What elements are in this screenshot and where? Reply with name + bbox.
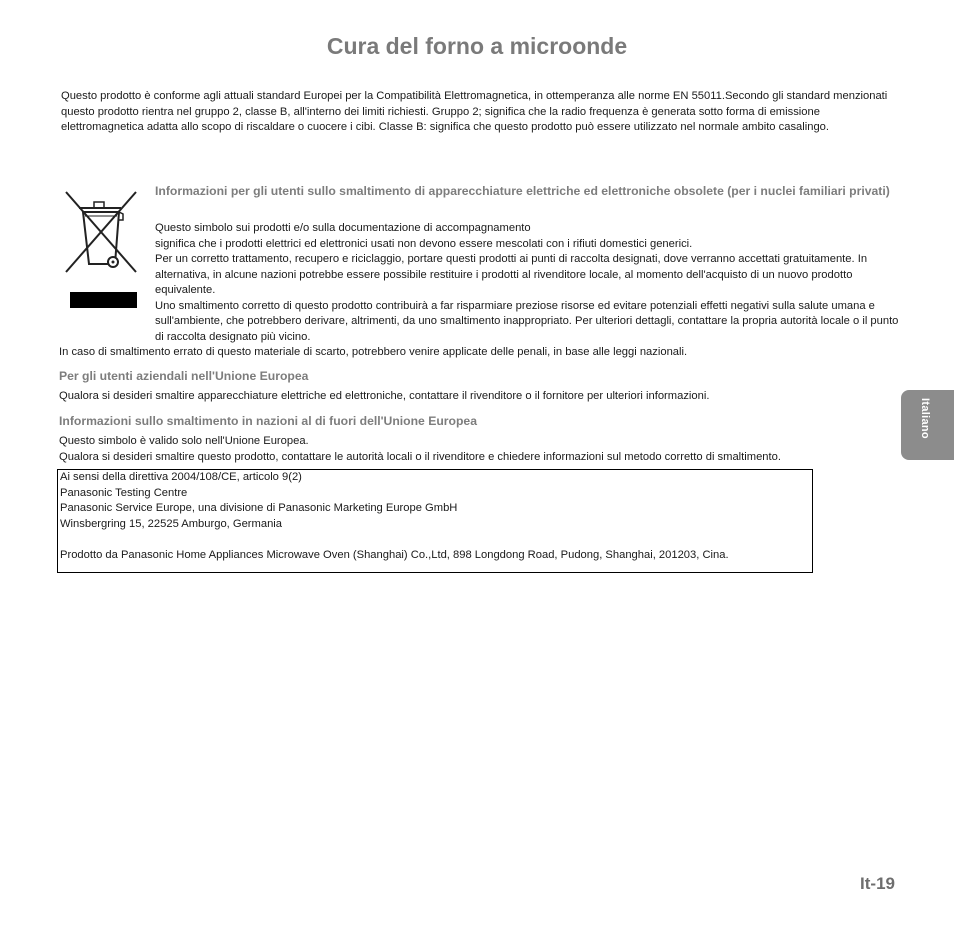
weee-line-3: Per un corretto trattamento, recupero e riciclaggio, portare questi prodotti ai punti di raccolta designati, dove verranno accettati gratuitamente. In alternativa, in alcune nazioni potrebbe essere possibile restituire i prodotti al rivenditore locale, al momento dell'acquisto di un nuovo prodotto equivalente. [155, 253, 868, 296]
weee-line-4: Uno smaltimento corretto di questo prodotto contribuirà a far risparmiare preziose risorse ed evitare potenziali effetti negativi sulla salute umana e sull'ambiente, che potrebbero derivare, altrimenti, da uno smaltimento inappropriato. Per ulteriori dettagli, contattare la propria autorità locale o il punto di raccolta designato più vicino. [155, 299, 899, 343]
page-number: It-19 [860, 874, 895, 893]
infobox-line-4: Winsbergring 15, 22525 Amburgo, Germania [60, 517, 283, 530]
infobox-line-3: Panasonic Service Europe, una divisione di Panasonic Marketing Europe GmbH [60, 502, 458, 514]
business-users-heading: Per gli utenti aziendali nell'Unione Europea [59, 369, 309, 383]
business-users-text: Qualora si desideri smaltire apparecchiature elettriche ed elettroniche, contattare il rivenditore o il fornitore per ulteriori informazioni. [59, 390, 710, 402]
weee-line-1: Questo simbolo sui prodotti e/o sulla documentazione di accompagnamento [155, 222, 531, 234]
penalties-paragraph: In caso di smaltimento errato di questo materiale di scarto, potrebbero venire applicate delle penali, in base alle leggi nazionali. [59, 346, 688, 358]
weee-heading: Informazioni per gli utenti sullo smaltimento di apparecchiature elettriche ed elettroniche obsolete (per i nuclei familiari privati) [155, 184, 890, 198]
language-tab [901, 390, 954, 460]
outside-eu-line-2: Qualora si desideri smaltire questo prodotto, contattare le autorità locali o il rivenditore e chiedere informazioni sul metodo corretto di smaltimento. [59, 450, 781, 463]
language-tab-label: Italiano [919, 398, 931, 439]
weee-line-2: significa che i prodotti elettrici ed elettronici usati non devono essere mescolati con i rifiuti domestici generici. [155, 237, 693, 250]
outside-eu-text [59, 434, 904, 465]
weee-body [155, 221, 900, 345]
emc-compliance-paragraph: Questo prodotto è conforme agli attuali standard Europei per la Compatibilità Elettromagnetica, in ottemperanza alle norme EN 55011.Secondo gli standard menzionati questo prodotto rientra nel gruppo 2, classe B, all'interno dei limiti richiesti. Gruppo 2; significa che la radio frequenza è generata sotto forma di emissione elettromagnetica adatta allo scopo di riscaldare o cuocere i cibi. Classe B: significa che questo prodotto può essere utilizzato nel normale ambito casalingo. [61, 90, 888, 133]
manufacturer-info-box [57, 469, 813, 573]
page-title: Cura del forno a microonde [326, 33, 628, 59]
infobox-line-1: Ai sensi della direttiva 2004/108/CE, articolo 9(2) [60, 471, 302, 483]
infobox-line-2: Panasonic Testing Centre [60, 486, 188, 499]
outside-eu-line-1: Questo simbolo è valido solo nell'Unione Europea. [59, 435, 309, 447]
outside-eu-heading: Informazioni sullo smaltimento in nazioni al di fuori dell'Unione Europea [59, 414, 477, 428]
infobox-line-5: Prodotto da Panasonic Home Appliances Microwave Oven (Shanghai) Co.,Ltd, 898 Longdong Road, Pudong, Shanghai, 201203, Cina. [60, 548, 729, 561]
infobox-spacer [60, 532, 812, 548]
crossed-out-wheelie-bin-icon [61, 186, 141, 312]
